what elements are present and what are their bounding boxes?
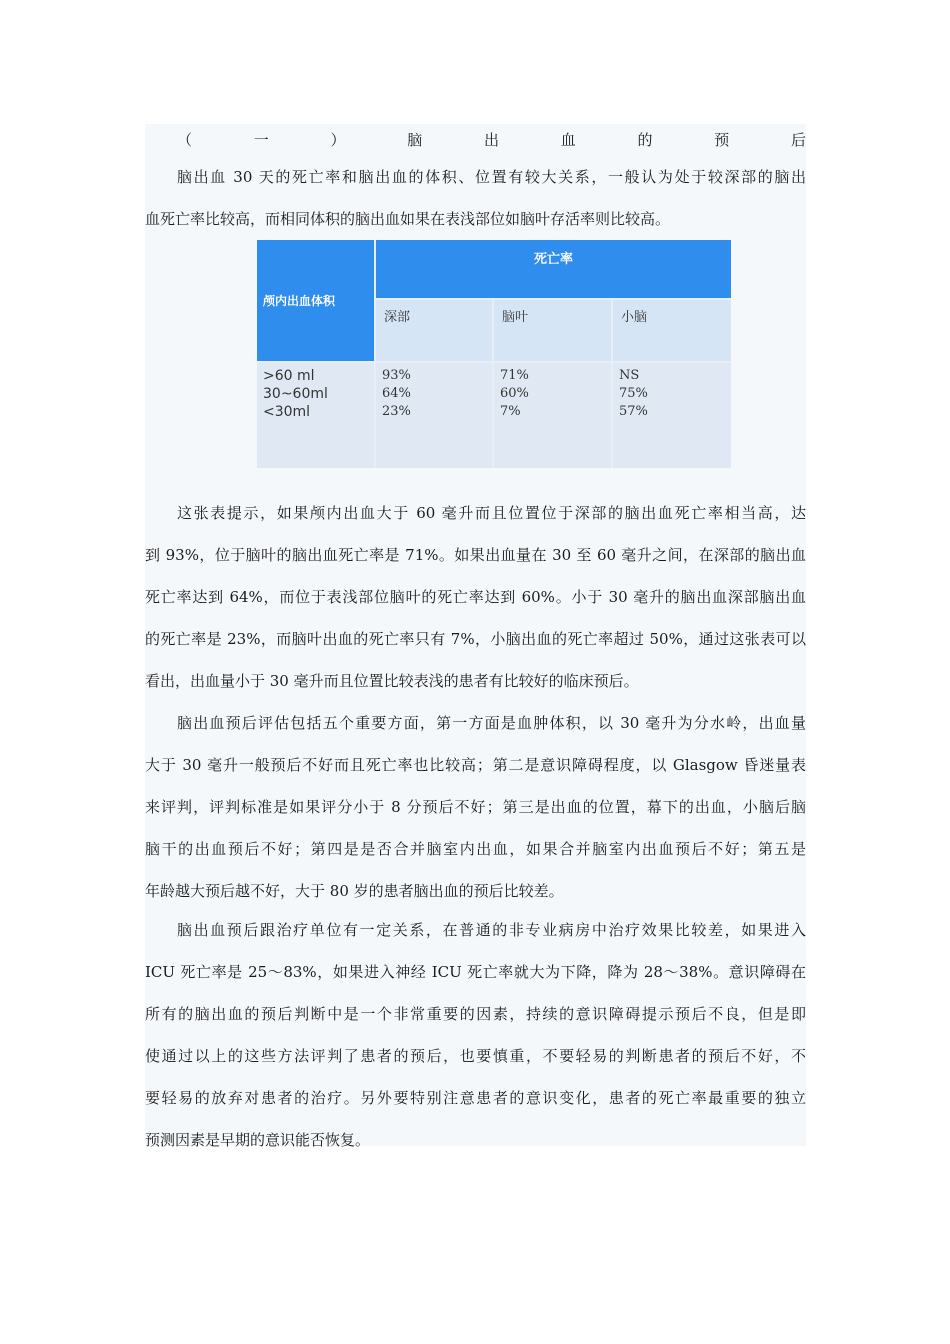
- para2-line-2: 到 93%，位于脑叶的脑出血死亡率是 71%。如果出血量在 30 至 60 毫升之间，在深部的脑出血: [145, 546, 806, 564]
- para3-line-4: 脑干的出血预后不好；第四是是否合并脑室内出血，如果合并脑室内出血预后不好；第五是: [145, 840, 806, 858]
- cerebellar-cell: 57%: [619, 404, 648, 419]
- para2-line-5: 看出，出血量小于 30 毫升而且位置比较表浅的患者有比较好的临床预后。: [145, 672, 639, 690]
- document-body: [145, 124, 806, 1149]
- para3-line-1: 脑出血预后评估包括五个重要方面，第一方面是血肿体积，以 30 毫升为分水岭，出血量: [177, 714, 806, 732]
- para3-line-5: 年龄越大预后越不好，大于 80 岁的患者脑出血的预后比较差。: [145, 882, 564, 900]
- table-group-header: 死亡率: [376, 240, 731, 298]
- para4-line-6: 预测因素是早期的意识能否恢复。: [145, 1131, 371, 1149]
- volume-cell: <30ml: [263, 404, 311, 420]
- section-heading: （一）脑出血的预后: [177, 131, 806, 149]
- table-deep-column: [376, 363, 492, 468]
- table-volume-column: [257, 363, 374, 468]
- lobar-cell: 7%: [500, 404, 521, 419]
- table-lobar-column: [494, 363, 611, 468]
- volume-cell: >60 ml: [263, 368, 315, 384]
- para4-line-3: 所有的脑出血的预后判断中是一个非常重要的因素，持续的意识障碍提示预后不良，但是即: [145, 1005, 806, 1023]
- table-col-header-cerebellar: 小脑: [613, 300, 731, 361]
- para2-line-3: 死亡率达到 64%，而位于表浅部位脑叶的死亡率达到 60%。小于 30 毫升的脑出血深部脑出血: [145, 588, 806, 606]
- lobar-cell: 71%: [500, 368, 529, 383]
- table-col-header-lobar: 脑叶: [494, 300, 611, 361]
- para3-line-3: 来评判，评判标准是如果评分小于 8 分预后不好；第三是出血的位置，幕下的出血，小脑后脑: [145, 798, 806, 816]
- deep-cell: 64%: [382, 386, 411, 401]
- para1-line-2: 血死亡率比较高，而相同体积的脑出血如果在表浅部位如脑叶存活率则比较高。: [145, 210, 671, 228]
- para1-line-1: 脑出血 30 天的死亡率和脑出血的体积、位置有较大关系，一般认为处于较深部的脑出: [177, 168, 806, 186]
- volume-cell: 30~60ml: [263, 386, 328, 402]
- para2-line-1: 这张表提示，如果颅内出血大于 60 毫升而且位置位于深部的脑出血死亡率相当高，达: [177, 504, 806, 522]
- cerebellar-cell: NS: [619, 368, 640, 383]
- para3-line-2: 大于 30 毫升一般预后不好而且死亡率也比较高；第二是意识障碍程度，以 Glasgow 昏迷量表: [145, 756, 806, 774]
- para4-line-5: 要轻易的放弃对患者的治疗。另外要特别注意患者的意识变化，患者的死亡率最重要的独立: [145, 1089, 806, 1107]
- para4-line-2: ICU 死亡率是 25～83%，如果进入神经 ICU 死亡率就大为下降，降为 28～38%。意识障碍在: [145, 963, 806, 981]
- para2-line-4: 的死亡率是 23%，而脑叶出血的死亡率只有 7%，小脑出血的死亡率超过 50%，通过这张表可以: [145, 630, 806, 648]
- deep-cell: 23%: [382, 404, 411, 419]
- table-row-header: 颅内出血体积: [257, 240, 374, 361]
- para4-line-4: 使通过以上的这些方法评判了患者的预后，也要慎重，不要轻易的判断患者的预后不好，不: [145, 1047, 806, 1065]
- table-col-header-deep: 深部: [376, 300, 492, 361]
- cerebellar-cell: 75%: [619, 386, 648, 401]
- para4-line-1: 脑出血预后跟治疗单位有一定关系，在普通的非专业病房中治疗效果比较差，如果进入: [177, 921, 806, 939]
- table-cerebellar-column: [613, 363, 731, 468]
- lobar-cell: 60%: [500, 386, 529, 401]
- mortality-table: [257, 240, 731, 468]
- deep-cell: 93%: [382, 368, 411, 383]
